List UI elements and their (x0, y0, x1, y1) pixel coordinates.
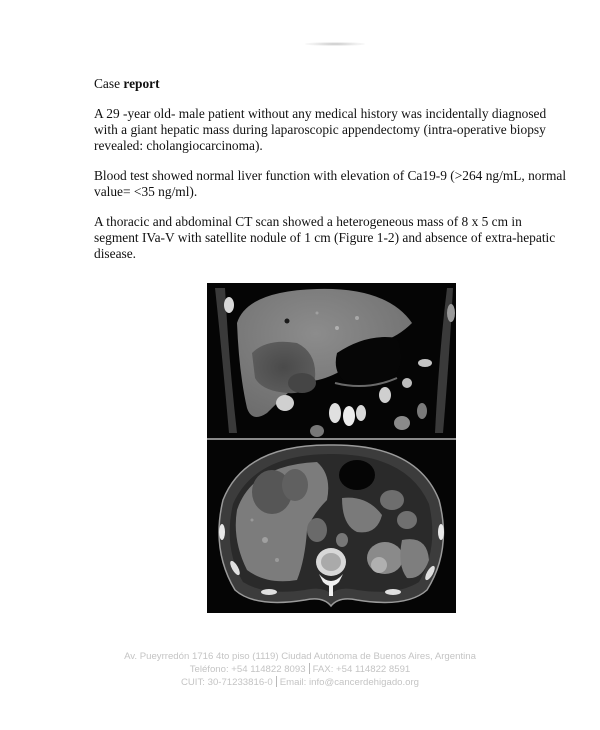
footer-phone: Teléfono: +54 114822 8093 (189, 664, 306, 675)
footer-address: Av. Pueyrredón 1716 4to piso (1119) Ciudad Autónoma de Buenos Aires, Argentina (124, 651, 476, 662)
paragraph-history: A 29 -year old- male patient without any medical history was incidentally diagnosed with a giant hepatic mass during laparoscopic appendectomy (intra-operative biopsy revealed: cholangiocarcinoma). (94, 106, 547, 153)
document-body (94, 76, 569, 276)
heading-word-report: report (123, 76, 160, 91)
footer-contact-line (0, 663, 600, 676)
footer-legal-line (0, 676, 600, 689)
coronal-ct-image (207, 283, 456, 438)
paragraph-ct-scan: A thoracic and abdominal CT scan showed a heterogeneous mass of 8 x 5 cm in segment IVa-V with satellite nodule of 1 cm (Figure 1-2) and absence of extra-hepatic disease. (94, 214, 556, 261)
footer-email: Email: info@cancerdehigado.org (279, 677, 420, 688)
heading-word-case: Case (94, 76, 121, 91)
header-decoration (305, 42, 365, 46)
footer-separator (276, 676, 277, 687)
ct-figure (207, 283, 456, 613)
footer-cuit: CUIT: 30-71233816-0 (180, 677, 273, 688)
footer-fax: FAX: +54 114822 8591 (312, 664, 411, 675)
page-footer (0, 650, 600, 689)
footer-separator (309, 663, 310, 674)
axial-ct-image (207, 440, 456, 613)
paragraph-blood-test: Blood test showed normal liver function with elevation of Ca19-9 (>264 ng/mL, normal value= <35 ng/ml). (94, 168, 567, 199)
section-heading (94, 76, 569, 92)
